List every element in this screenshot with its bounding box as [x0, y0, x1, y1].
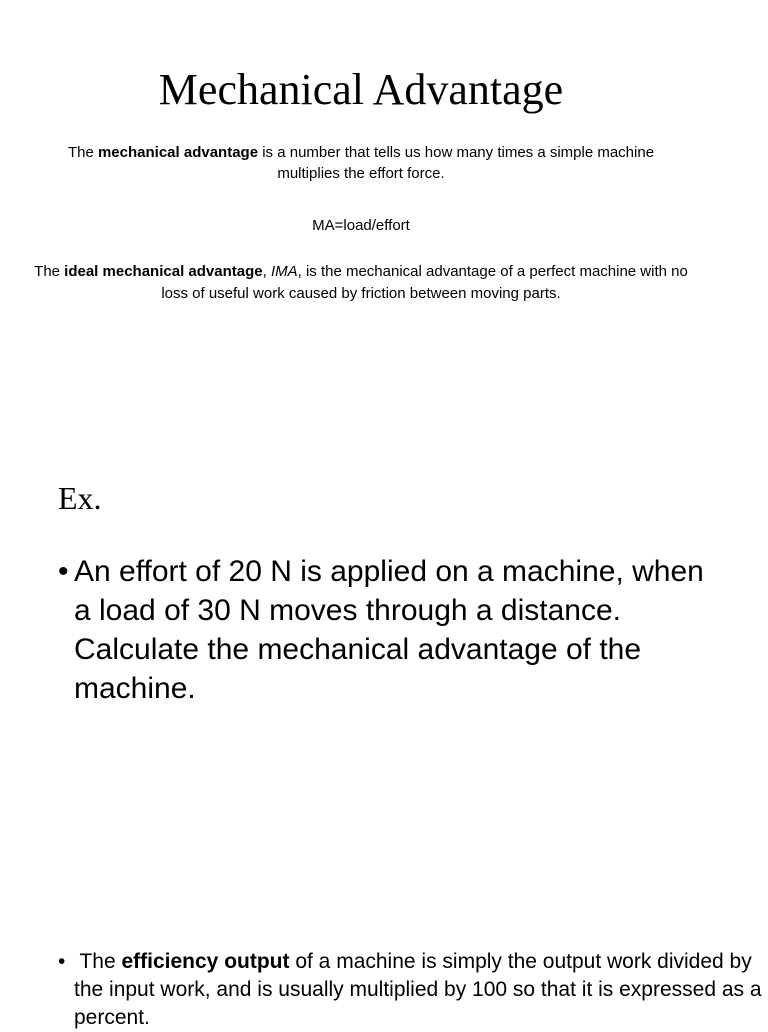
- ima-abbreviation: IMA: [270, 263, 298, 280]
- bullet-marker: •: [58, 950, 66, 973]
- ma-definition-paragraph: [40, 142, 682, 184]
- efficiency-bullet: [58, 948, 764, 1032]
- efficiency-term: efficiency output: [121, 950, 290, 973]
- page-title: Mechanical Advantage: [158, 65, 564, 114]
- ma-definition-text-end: is a number that tells us how many times a simple machine multiplies the effort force.: [258, 144, 655, 182]
- efficiency-bullet-text-start: The: [74, 950, 122, 973]
- ma-formula: MA=load/effort: [312, 217, 410, 234]
- example-heading: Ex.: [58, 480, 102, 516]
- ma-definition-text-start: The: [67, 144, 98, 161]
- ima-definition-text-start: The: [34, 263, 65, 280]
- bullet-marker: •: [58, 555, 69, 588]
- ma-definition-term: mechanical advantage: [97, 144, 259, 161]
- example-bullet-text: An effort of 20 N is applied on a machine, when a load of 30 N moves through a distance. Calculate the mechanical advantage of the machine.: [74, 555, 704, 705]
- example-bullet: [58, 552, 724, 708]
- ima-definition-term: ideal mechanical advantage: [64, 263, 263, 280]
- ima-definition-comma: ,: [262, 263, 271, 280]
- ima-definition-paragraph: [30, 261, 692, 305]
- ima-definition-text-end: , is the mechanical advantage of a perfect machine with no loss of useful work caused by friction between moving parts.: [161, 263, 688, 302]
- efficiency-bullet-text-end: of a machine is simply the output work divided by the input work, and is usually multiplied by 100 so that it is expressed as a percent.: [74, 950, 762, 1029]
